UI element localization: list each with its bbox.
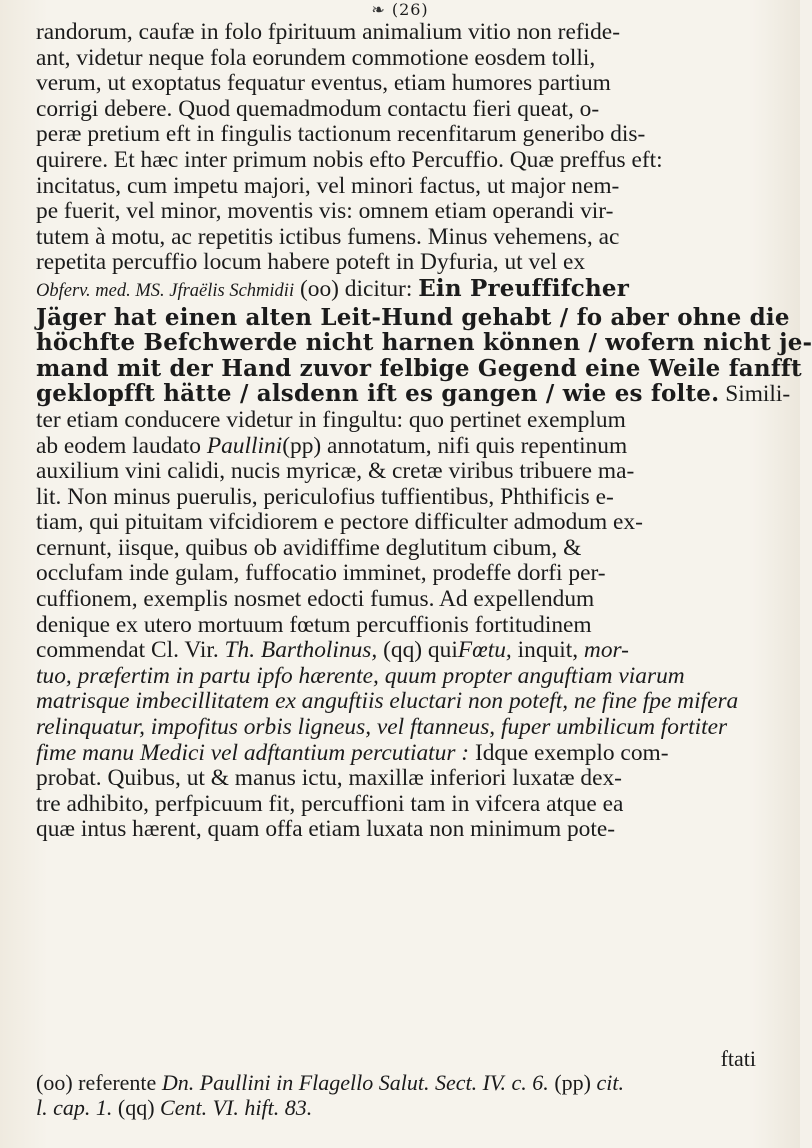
text-segment: Idque exemplo com- [474, 739, 669, 766]
text-segment: inquit, [517, 637, 579, 664]
text-line: tutem à motu, ac repetitis ictibus fumens. Minus vehemens, ac [36, 223, 620, 250]
footnote-line [36, 1070, 782, 1095]
footnote-line [36, 1095, 782, 1120]
author-paullini: Paullini [206, 432, 283, 459]
text-line: peræ pretium eft in fingulis tactionum recenfitarum generibo dis- [36, 121, 646, 148]
text-line: denique ex utero mortuum fœtum percuffionis fortitudinem [36, 611, 592, 638]
citation-mark: (oo) dicitur: [299, 275, 413, 302]
quote-line: tuo, præfertim in partu ipfo hærente, quum propter anguftiam viarum [36, 662, 685, 689]
text-line: lit. Non minus puerulis, periculofius tuffientibus, Phthificis e- [36, 483, 614, 510]
german-quote-line: höchfte Befchwerde nicht harnen können / wofern nicht je- [36, 329, 812, 357]
quote-line: matrisque imbecillitatem ex anguftiis eluctari non poteft, ne fine fpe mifera [36, 688, 739, 715]
footnote-pp-loc: l. cap. 1. [36, 1095, 113, 1120]
text-line [36, 638, 782, 664]
text-line [36, 276, 782, 305]
footnote-pp: (pp) [554, 1070, 591, 1095]
text-line [36, 434, 782, 460]
text-line: randorum, caufæ in folo fpirituum animalium vitio non refide- [36, 19, 620, 45]
text-line [36, 380, 791, 408]
text-line: verum, ut exoptatus fequatur eventus, etiam humores partium [36, 70, 611, 97]
footnotes [36, 1070, 782, 1120]
text-line: cuffionem, exemplis nosmet edocti fumus. Ad expellendum [36, 586, 595, 613]
text-line: quirere. Et hæc inter primum nobis efto Percuffio. Quæ preffus eft: [36, 146, 663, 173]
german-quote-line: mand mit der Hand zuvor felbige Gegend eine Weile fanfft [36, 354, 802, 382]
text-segment: ab eodem laudato [36, 432, 201, 459]
main-text [36, 19, 812, 843]
text-line: tre adhibito, perfpicuum fit, percuffioni tam in vifcera atque ea [36, 790, 624, 817]
text-line: incitatus, cum impetu majori, vel minori factus, ut major nem- [36, 172, 620, 199]
footnote-qq: (qq) [117, 1095, 155, 1120]
text-line: tiam, qui pituitam vifcidiorem e pectore difficulter admodum ex- [36, 509, 643, 536]
author-bartholinus: Th. Bartholinus, [224, 637, 378, 664]
page-number: (26) [391, 0, 429, 19]
citation-schmidius: Obferv. med. MS. Jfraëlis Schmidii [36, 280, 295, 301]
text-line: repetita percuffio locum habere poteft in Dyfuria, ut vel ex [36, 249, 586, 276]
quote-line: fime manu Medici vel adftantium percutiatur : [36, 739, 470, 766]
footnote-pp-source: cit. [596, 1070, 624, 1095]
text-line: ant, videtur neque fola eorundem commotione eosdem tolli, [36, 44, 596, 71]
catchword: ftati [720, 1046, 756, 1071]
text-line: pe fuerit, vel minor, moventis vis: omnem etiam operandi vir- [36, 198, 614, 225]
text-segment: Fœtu, [457, 637, 512, 664]
text-line: ter etiam conducere videtur in fingultu: quo pertinet exemplum [36, 406, 626, 433]
latin-resume: Simili- [725, 381, 791, 408]
quote-line: relinquatur, impofitus orbis ligneus, vel ftanneus, fuper umbilicum fortiter [36, 714, 728, 741]
german-quote-line: geklopfft hätte / alsdenn ift es gangen / wie es folte. [36, 380, 720, 408]
footnote-qq-source: Cent. VI. hift. 83. [160, 1095, 313, 1120]
text-line: probat. Quibus, ut & manus ictu, maxillæ inferiori luxatæ dex- [36, 765, 622, 792]
footnote-oo: (oo) referente [36, 1070, 157, 1095]
text-segment: mor- [583, 637, 629, 664]
text-segment: (qq) qui [383, 637, 458, 664]
text-line: cernunt, iisque, quibus ob avidiffime deglutitum cibum, & [36, 534, 582, 561]
text-segment: (pp) annotatum, nifi quis repentinum [282, 432, 628, 459]
text-line: quæ intus hærent, quam offa etiam luxata non minimum pote- [36, 816, 616, 843]
text-line: occlufam inde gulam, fuffocatio imminet, prodeffe dorfi per- [36, 560, 606, 587]
text-line: corrigi debere. Quod quemadmodum contactu fieri queat, o- [36, 95, 600, 122]
ornament-icon: ❧ [371, 0, 386, 19]
german-quote-start: Ein Preuffifcher [418, 274, 630, 302]
text-line: auxilium vini calidi, nucis myricæ, & cretæ viribus tribuere ma- [36, 458, 635, 485]
text-line [36, 741, 782, 767]
footnote-oo-source: Dn. Paullini in Flagello Salut. Sect. IV. c. 6. [161, 1070, 549, 1095]
text-segment: commendat Cl. Vir. [36, 637, 219, 664]
german-quote-line: Jäger hat einen alten Leit-Hund gehabt / fo aber ohne die [36, 303, 790, 331]
